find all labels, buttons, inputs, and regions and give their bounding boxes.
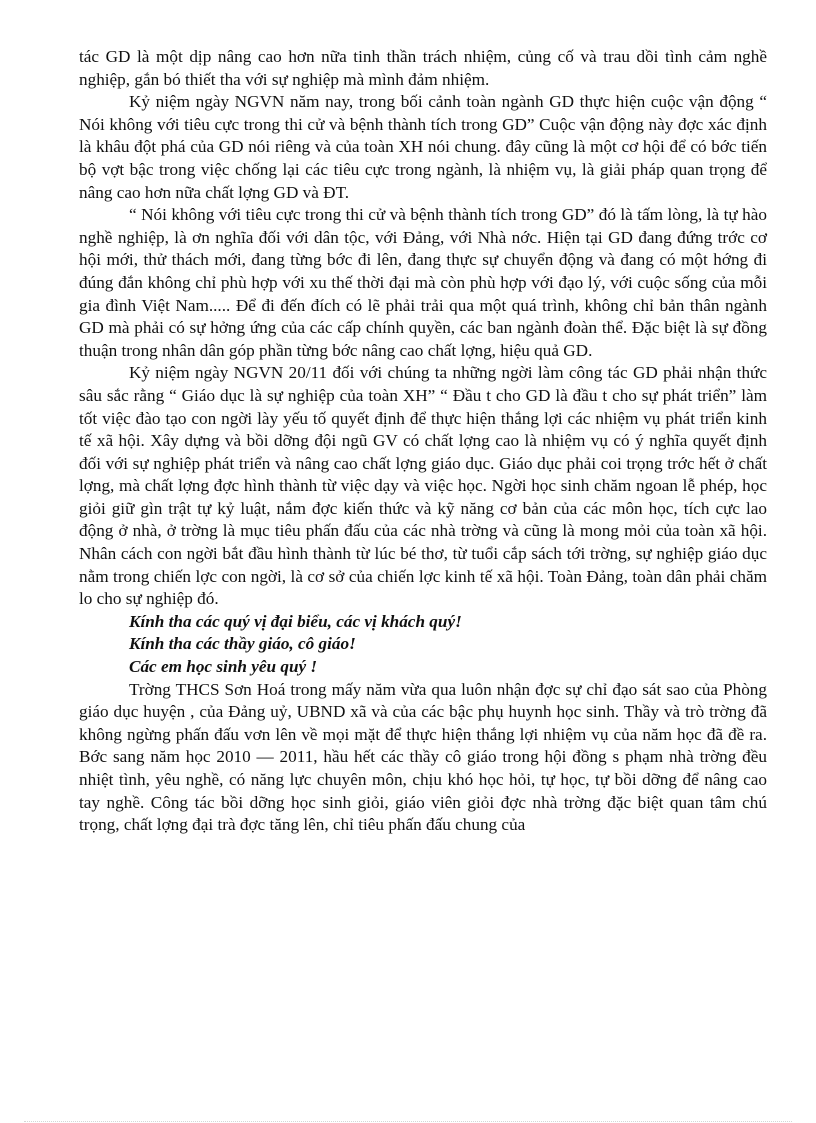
paragraph-campaign: Kỷ niệm ngày NGVN năm nay, trong bối cảnh toàn ngành GD thực hiện cuộc vận động “ Nói không với tiêu cực trong thi cử và bệnh thành tích trong GD” Cuộc vận động này đợc xác định là khâu đột phá của GD nói riêng và của toàn XH nói chung. đây cũng là một cơ hội để có bớc tiến bộ vợt bậc trong việc chống lại các tiêu cực trong ngành, là nhiệm vụ, là giải pháp quan trọng để nâng cao hơn nữa chất lợng GD và ĐT. [79, 92, 767, 202]
greeting-guests: Kính tha các quý vị đại biểu, các vị khách quý! [129, 611, 462, 631]
paragraph-school-report: Trờng THCS Sơn Hoá trong mấy năm vừa qua luôn nhận đợc sự chỉ đạo sát sao của Phòng giáo dục huyện , của Đảng uỷ, UBND xã và của các bậc phụ huynh học sinh. Thầy và trò trờng đã không ngừng phấn đấu vơn lên về mọi mặt để thực hiện thắng lợi nhiệm vụ của năm học đã đề ra. Bớc sang năm học 2010 — 2011, hầu hết các thầy cô giáo trong hội đồng s phạm nhà trờng đều nhiệt tình, yêu nghề, có năng lực chuyên môn, chịu khó học hỏi, tự học, tự bồi dỡng để nâng cao tay nghề. Công tác bồi dỡng học sinh giỏi, giáo viên giỏi đợc nhà trờng đặc biệt quan tâm chú trọng, chất lợng đại trà đợc tăng lên, chỉ tiêu phấn đấu chung của [79, 679, 767, 835]
document-body [79, 46, 767, 837]
paragraph-continuation: tác GD là một dịp nâng cao hơn nữa tinh thần trách nhiệm, củng cố và trau dồi tình cảm nghề nghiệp, gắn bó thiết tha với sự nghiệp mà mình đảm nhiệm. [79, 47, 767, 89]
greeting-students: Các em học sinh yêu quý ! [129, 657, 318, 677]
greeting-teachers: Kính tha các thầy giáo, cô giáo! [129, 634, 356, 654]
paragraph-teachers-day: Kỷ niệm ngày NGVN 20/11 đối với chúng ta những ngời làm công tác GD phải nhận thức sâu sắc rằng “ Giáo dục là sự nghiệp của toàn XH” “ Đầu t cho GD là đầu t cho sự phát triển” làm tốt việc đào tạo con ngời lày yếu tố quyết định để thực hiện thắng lợi các nhiệm vụ phát triển kinh tế xã hội. Xây dựng và bồi dỡng đội ngũ GV có chất lợng cao là nhiệm vụ có ý nghĩa quyết định đối với sự nghiệp phát triển và nâng cao chất lợng giáo dục. Giáo dục phải coi trọng trớc hết ở chất lợng, mà chất lợng đợc hình thành từ việc dạy và việc học. Ngời học sinh chăm ngoan lễ phép, học giỏi giữ gìn trật tự kỷ luật, nắm đợc kiến thức và kỹ năng cơ bản của các môn học, tích cực lao động ở nhà, ở trờng là mục tiêu phấn đấu của các nhà trờng và cũng là mong mỏi của toàn xã hội. Nhân cách con ngời bắt đầu hình thành từ lúc bé thơ, từ tuổi cắp sách tới trờng, sự nghiệp giáo dục nằm trong chiến lợc con ngời, là cơ sở của chiến lợc kinh tế xã hội. Toàn Đảng, toàn dân phải chăm lo cho sự nghiệp đó. [79, 363, 767, 609]
page-bottom-rule [24, 1121, 792, 1122]
paragraph-say-no: “ Nói không với tiêu cực trong thi cử và bệnh thành tích trong GD” đó là tấm lòng, là tự hào nghề nghiệp, là ơn nghĩa đối với dân tộc, với Đảng, với Nhà nớc. Hiện tại GD đang đứng trớc cơ hội mới, thử thách mới, đang từng bớc đi lên, đang thực sự chuyển động và đang có một hớng đi đúng đắn không chỉ phù hợp với xu thế thời đại mà còn phù hợp với đạo lý, với cuộc sống của mỗi gia đình Việt Nam..... Để đi đến đích có lẽ phải trải qua một quá trình, không chỉ bản thân ngành GD mà phải có sự hởng ứng của các cấp chính quyền, các ban ngành đoàn thể. Đặc biệt là sự đồng thuận trong nhân dân góp phần từng bớc nâng cao chất lợng, hiệu quả GD. [79, 205, 767, 360]
